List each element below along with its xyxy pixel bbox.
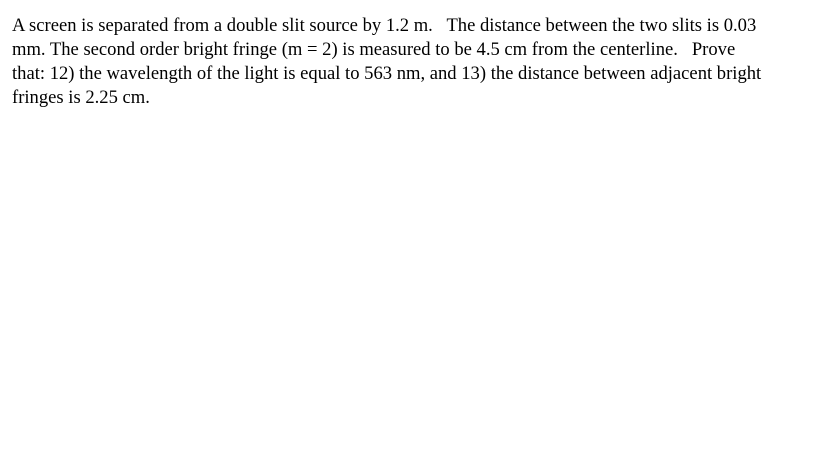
problem-line-1: A screen is separated from a double slit source by 1.2 m. The distance between the two slits is 0.03 xyxy=(12,15,757,36)
problem-line-3: that: 12) the wavelength of the light is equal to 563 nm, and 13) the distance between adjacent bright xyxy=(12,63,762,84)
problem-text xyxy=(12,14,812,110)
problem-line-4: fringes is 2.25 cm. xyxy=(12,87,150,108)
problem-line-2: mm. The second order bright fringe (m = 2) is measured to be 4.5 cm from the centerline. Prove xyxy=(12,39,736,60)
